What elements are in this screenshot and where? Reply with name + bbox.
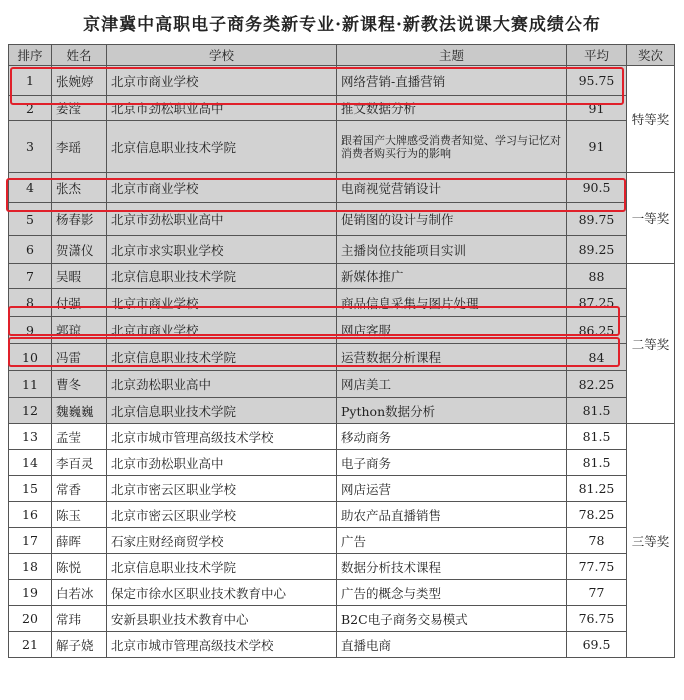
name-cell: 魏巍巍 (52, 398, 107, 424)
results-table (8, 44, 675, 658)
school-cell: 北京劲松职业高中 (107, 371, 337, 398)
school-cell: 北京信息职业技术学院 (107, 344, 337, 371)
table-row (9, 502, 675, 528)
rank-cell: 16 (9, 502, 52, 528)
rank-cell: 19 (9, 580, 52, 606)
rank-cell: 21 (9, 632, 52, 658)
school-cell: 北京市劲松职业高中 (107, 96, 337, 121)
table-row (9, 606, 675, 632)
school-cell: 北京市密云区职业学校 (107, 476, 337, 502)
score-cell: 78 (567, 528, 627, 554)
header-school: 学校 (107, 45, 337, 66)
school-cell: 北京市商业学校 (107, 66, 337, 96)
name-cell: 常玮 (52, 606, 107, 632)
score-cell: 81.25 (567, 476, 627, 502)
topic-cell: 网店客服 (337, 317, 567, 344)
table-row (9, 476, 675, 502)
table-row (9, 203, 675, 236)
topic-cell: 商品信息采集与图片处理 (337, 289, 567, 317)
name-cell: 贺潇仪 (52, 236, 107, 264)
score-cell: 76.75 (567, 606, 627, 632)
topic-cell: 网店美工 (337, 371, 567, 398)
topic-cell: 电商视觉营销设计 (337, 173, 567, 203)
school-cell: 安新县职业技术教育中心 (107, 606, 337, 632)
school-cell: 北京市劲松职业高中 (107, 450, 337, 476)
topic-cell: 移动商务 (337, 424, 567, 450)
score-cell: 81.5 (567, 398, 627, 424)
table-row (9, 66, 675, 96)
topic-cell: 推文数据分析 (337, 96, 567, 121)
school-cell: 北京市求实职业学校 (107, 236, 337, 264)
school-cell: 北京信息职业技术学院 (107, 398, 337, 424)
table-row (9, 398, 675, 424)
school-cell: 保定市徐水区职业技术教育中心 (107, 580, 337, 606)
table-row (9, 554, 675, 580)
name-cell: 李百灵 (52, 450, 107, 476)
name-cell: 张婉婷 (52, 66, 107, 96)
topic-cell: 广告 (337, 528, 567, 554)
name-cell: 姜滢 (52, 96, 107, 121)
topic-cell: 助农产品直播销售 (337, 502, 567, 528)
score-cell: 91 (567, 96, 627, 121)
score-cell: 82.25 (567, 371, 627, 398)
table-header-row (9, 45, 675, 66)
name-cell: 孟莹 (52, 424, 107, 450)
school-cell: 北京市商业学校 (107, 173, 337, 203)
header-score: 平均 (567, 45, 627, 66)
rank-cell: 6 (9, 236, 52, 264)
school-cell: 北京信息职业技术学院 (107, 121, 337, 173)
score-cell: 69.5 (567, 632, 627, 658)
score-cell: 90.5 (567, 173, 627, 203)
rank-cell: 7 (9, 264, 52, 289)
table-row (9, 344, 675, 371)
name-cell: 付强 (52, 289, 107, 317)
header-award: 奖次 (627, 45, 675, 66)
score-cell: 87.25 (567, 289, 627, 317)
rank-cell: 20 (9, 606, 52, 632)
table-row (9, 317, 675, 344)
page-title: 京津冀中高职电子商务类新专业·新课程·新教法说课大赛成绩公布 (83, 15, 601, 35)
rank-cell: 17 (9, 528, 52, 554)
table-row (9, 450, 675, 476)
name-cell: 薛晖 (52, 528, 107, 554)
topic-cell: B2C电子商务交易模式 (337, 606, 567, 632)
rank-cell: 4 (9, 173, 52, 203)
table-row (9, 580, 675, 606)
rank-cell: 3 (9, 121, 52, 173)
name-cell: 解子娆 (52, 632, 107, 658)
school-cell: 北京信息职业技术学院 (107, 264, 337, 289)
rank-cell: 5 (9, 203, 52, 236)
school-cell: 北京市城市管理高级技术学校 (107, 424, 337, 450)
rank-cell: 18 (9, 554, 52, 580)
topic-cell: 网店运营 (337, 476, 567, 502)
score-cell: 84 (567, 344, 627, 371)
rank-cell: 14 (9, 450, 52, 476)
score-cell: 91 (567, 121, 627, 173)
topic-cell: 直播电商 (337, 632, 567, 658)
score-cell: 78.25 (567, 502, 627, 528)
school-cell: 北京信息职业技术学院 (107, 554, 337, 580)
table-row (9, 236, 675, 264)
topic-cell: 主播岗位技能项目实训 (337, 236, 567, 264)
name-cell: 吴暇 (52, 264, 107, 289)
award-cell: 三等奖 (627, 424, 675, 658)
topic-cell: 数据分析技术课程 (337, 554, 567, 580)
table-row (9, 424, 675, 450)
score-cell: 86.25 (567, 317, 627, 344)
score-cell: 88 (567, 264, 627, 289)
rank-cell: 2 (9, 96, 52, 121)
score-cell: 89.75 (567, 203, 627, 236)
rank-cell: 9 (9, 317, 52, 344)
score-cell: 81.5 (567, 450, 627, 476)
rank-cell: 8 (9, 289, 52, 317)
award-cell: 特等奖 (627, 66, 675, 173)
header-topic: 主题 (337, 45, 567, 66)
topic-cell: 跟着国产大牌感受消费者知觉、学习与记忆对消费者购买行为的影响 (337, 121, 567, 173)
name-cell: 李瑶 (52, 121, 107, 173)
topic-cell: 促销图的设计与制作 (337, 203, 567, 236)
score-cell: 77 (567, 580, 627, 606)
school-cell: 北京市城市管理高级技术学校 (107, 632, 337, 658)
school-cell: 石家庄财经商贸学校 (107, 528, 337, 554)
award-cell: 一等奖 (627, 173, 675, 264)
school-cell: 北京市劲松职业高中 (107, 203, 337, 236)
table-row (9, 96, 675, 121)
topic-cell: Python数据分析 (337, 398, 567, 424)
name-cell: 杨春影 (52, 203, 107, 236)
score-cell: 89.25 (567, 236, 627, 264)
table-row (9, 632, 675, 658)
topic-cell: 网络营销-直播营销 (337, 66, 567, 96)
score-cell: 77.75 (567, 554, 627, 580)
topic-cell: 运营数据分析课程 (337, 344, 567, 371)
school-cell: 北京市商业学校 (107, 317, 337, 344)
header-name: 姓名 (52, 45, 107, 66)
header-rank: 排序 (9, 45, 52, 66)
rank-cell: 1 (9, 66, 52, 96)
topic-cell: 新媒体推广 (337, 264, 567, 289)
table-row (9, 289, 675, 317)
score-cell: 95.75 (567, 66, 627, 96)
rank-cell: 13 (9, 424, 52, 450)
award-cell: 二等奖 (627, 264, 675, 424)
table-row (9, 264, 675, 289)
name-cell: 陈玉 (52, 502, 107, 528)
topic-cell: 电子商务 (337, 450, 567, 476)
table-row (9, 371, 675, 398)
school-cell: 北京市密云区职业学校 (107, 502, 337, 528)
rank-cell: 11 (9, 371, 52, 398)
table-row (9, 173, 675, 203)
name-cell: 白若冰 (52, 580, 107, 606)
rank-cell: 10 (9, 344, 52, 371)
name-cell: 冯雷 (52, 344, 107, 371)
name-cell: 张杰 (52, 173, 107, 203)
name-cell: 郭琼 (52, 317, 107, 344)
name-cell: 曹冬 (52, 371, 107, 398)
name-cell: 陈悦 (52, 554, 107, 580)
school-cell: 北京市商业学校 (107, 289, 337, 317)
score-cell: 81.5 (567, 424, 627, 450)
table-row (9, 528, 675, 554)
table-row (9, 121, 675, 173)
name-cell: 常香 (52, 476, 107, 502)
topic-cell: 广告的概念与类型 (337, 580, 567, 606)
rank-cell: 12 (9, 398, 52, 424)
rank-cell: 15 (9, 476, 52, 502)
